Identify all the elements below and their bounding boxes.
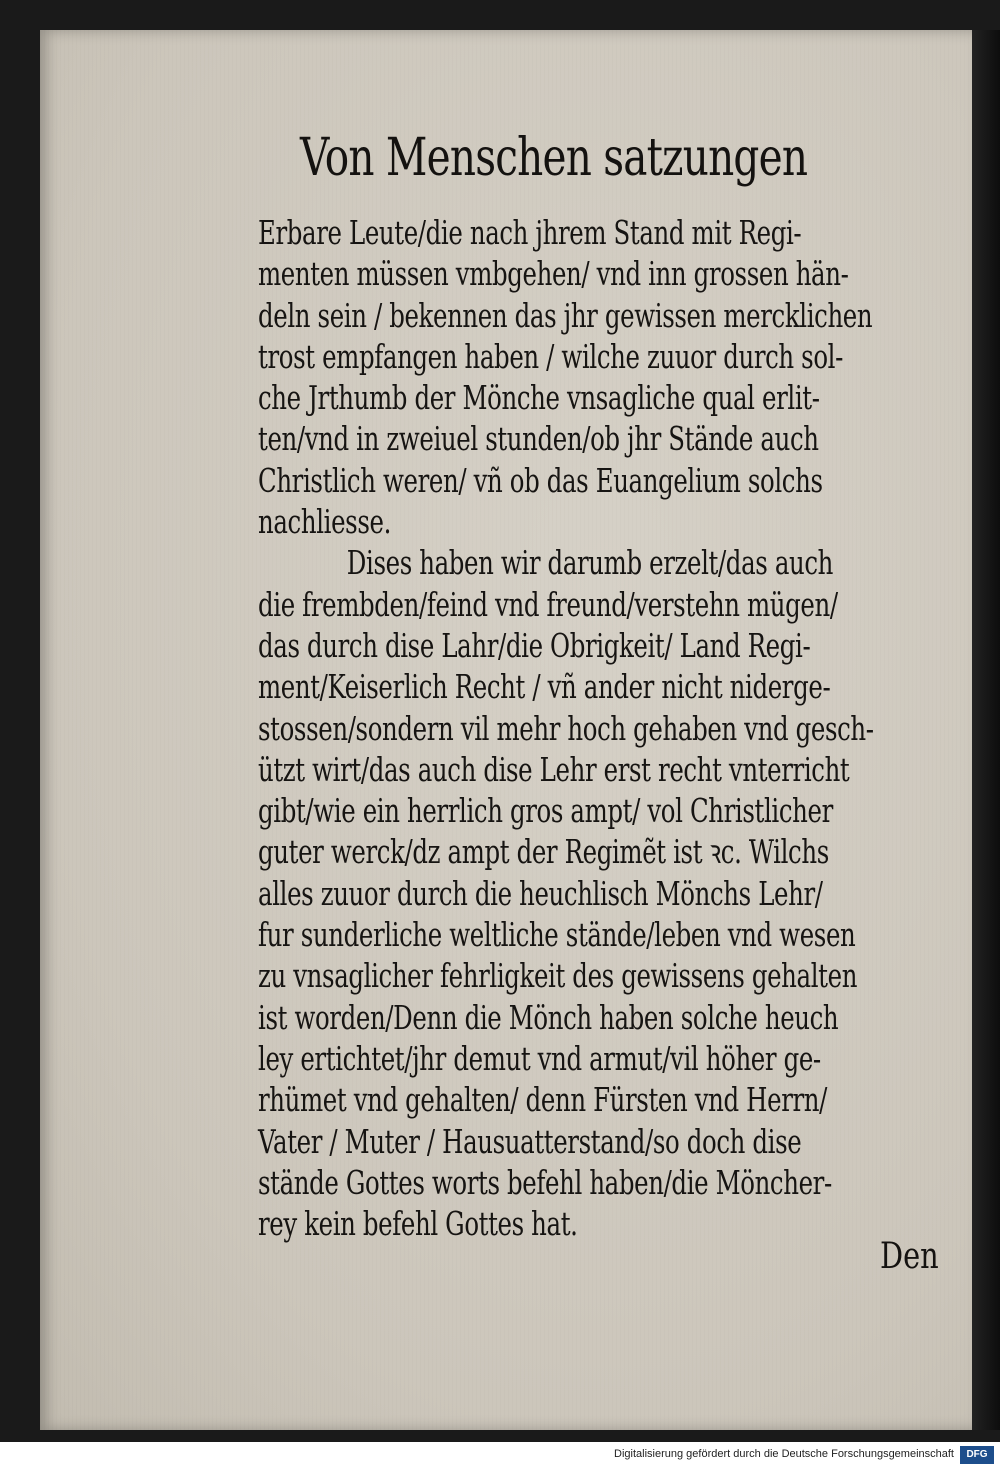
dfg-logo: DFG bbox=[960, 1446, 994, 1464]
catchword: Den bbox=[880, 1236, 939, 1277]
footer-bar bbox=[0, 1442, 1000, 1470]
text-line: ützt wirt/das auch dise Lehr erst recht vnterricht bbox=[258, 749, 850, 789]
text-line: guter werck/dz ampt der Regimẽt ist ꝛc. Wilchs bbox=[258, 832, 829, 872]
body-text bbox=[258, 212, 958, 1244]
funding-credit: Digitalisierung gefördert durch die Deutsche Forschungsgemeinschaft bbox=[614, 1448, 954, 1460]
text-line: ten/vnd in zweiuel stunden/ob jhr Stände auch bbox=[258, 419, 819, 459]
text-line: nachliesse. bbox=[258, 502, 391, 542]
page-binding-edge bbox=[972, 30, 1000, 1430]
text-line: gibt/wie ein herrlich gros ampt/ vol Christlicher bbox=[258, 791, 833, 831]
text-line: Dises haben wir darumb erzelt/das auch bbox=[346, 543, 834, 583]
text-line: trost empfangen haben / wilche zuuor durch sol- bbox=[258, 336, 843, 376]
text-line: zu vnsaglicher fehrligkeit des gewissens gehalten bbox=[258, 956, 858, 996]
text-line: das durch dise Lahr/die Obrigkeit/ Land Regi- bbox=[258, 625, 811, 665]
text-line: ment/Keiserlich Recht / vñ ander nicht niderge- bbox=[258, 667, 831, 707]
text-line: stände Gottes worts befehl haben/die Möncher- bbox=[258, 1162, 832, 1202]
running-head: Von Menschen satzungen bbox=[300, 128, 808, 188]
text-line: fur sunderliche weltliche stände/leben vnd wesen bbox=[258, 915, 856, 955]
text-line: die frembden/feind vnd freund/verstehn mügen/ bbox=[258, 584, 838, 624]
text-line: rhümet vnd gehalten/ denn Fürsten vnd Herrn/ bbox=[258, 1080, 828, 1120]
text-line: ley ertichtet/jhr demut vnd armut/vil höher ge- bbox=[258, 1038, 821, 1078]
text-line: deln sein / bekennen das jhr gewissen mercklichen bbox=[258, 295, 873, 335]
text-line: alles zuuor durch die heuchlisch Mönchs Lehr/ bbox=[258, 873, 823, 913]
text-line: ist worden/Denn die Mönch haben solche heuch bbox=[258, 997, 839, 1037]
text-line: Christlich weren/ vñ ob das Euangelium solchs bbox=[258, 460, 823, 500]
text-line: stossen/sondern vil mehr hoch gehaben vnd gesch- bbox=[258, 708, 874, 748]
text-line: Erbare Leute/die nach jhrem Stand mit Regi- bbox=[258, 213, 802, 252]
text-line: rey kein befehl Gottes hat. bbox=[258, 1204, 578, 1244]
text-line: che Jrthumb der Mönche vnsagliche qual erlit- bbox=[258, 378, 820, 418]
text-line: Vater / Muter / Hausuatterstand/so doch dise bbox=[258, 1121, 802, 1161]
text-line: menten müssen vmbgehen/ vnd inn grossen hän- bbox=[258, 254, 849, 294]
